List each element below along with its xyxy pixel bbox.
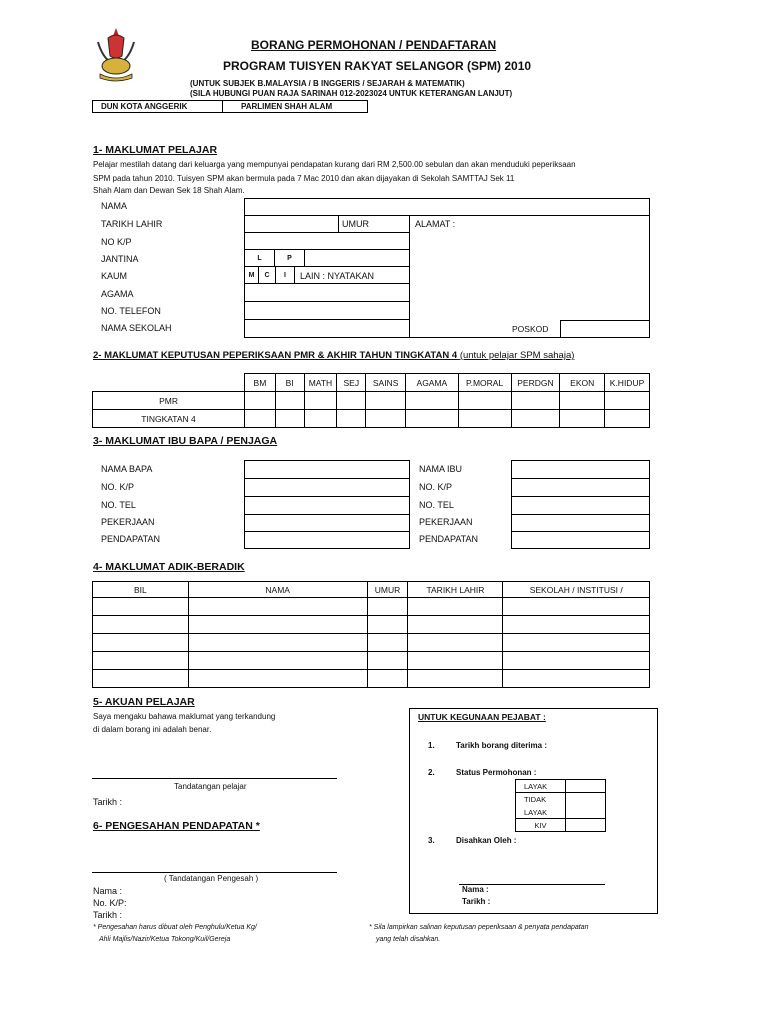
section-4-title: 4- MAKLUMAT ADIK-BERADIK [93, 561, 245, 573]
col-nama: NAMA [188, 582, 367, 598]
table-row [93, 392, 650, 410]
bapa-pendapatan-input[interactable] [244, 531, 410, 549]
section-3-title: 3- MAKLUMAT IBU BAPA / PENJAGA [93, 435, 278, 447]
label-kaum: KAUM [101, 271, 128, 281]
bapa-no-kp-input[interactable] [244, 478, 410, 497]
label-ibu-no-kp: NO. K/P [419, 482, 453, 492]
verifier-signature-label: ( Tandatangan Pengesah ) [164, 874, 259, 883]
row-label-pmr: PMR [93, 392, 245, 410]
status-layak-check[interactable] [565, 779, 606, 793]
bapa-pekerjaan-input[interactable] [244, 514, 410, 532]
office-use-title: UNTUK KEGUNAAN PEJABAT : [418, 712, 546, 722]
exam-results-table [92, 373, 650, 428]
table-row [93, 616, 650, 634]
poskod-label: POSKOD [512, 324, 549, 334]
status-kiv-check[interactable] [565, 818, 606, 832]
status-tidak-layak-check[interactable] [565, 792, 606, 819]
form-title: BORANG PERMOHONAN / PENDAFTARAN [251, 38, 497, 52]
label-bapa-no-kp: NO. K/P [101, 482, 135, 492]
label-bapa-pekerjaan: PEKERJAAN [101, 517, 155, 527]
label-ibu-pekerjaan: PEKERJAAN [419, 517, 473, 527]
kaum-lain-label: LAIN : NYATAKAN [300, 271, 375, 281]
section-5-title: 5- AKUAN PELAJAR [93, 696, 195, 708]
selangor-crest-logo [88, 26, 144, 84]
label-bapa-no-tel: NO. TEL [101, 500, 136, 510]
nama-sekolah-input[interactable] [244, 319, 410, 338]
nama-bapa-input[interactable] [244, 460, 410, 479]
subject-header: P.MORAL [458, 374, 511, 392]
jantina-extra-box [304, 249, 410, 267]
office-item-1-number: 1. [428, 741, 435, 750]
office-tarikh-label: Tarikh : [462, 897, 491, 906]
ibu-no-kp-input[interactable] [511, 478, 650, 497]
nama-input[interactable] [244, 198, 650, 216]
label-bapa-pendapatan: PENDAPATAN [101, 534, 161, 544]
dun-box: DUN KOTA ANGGERIK [92, 100, 223, 113]
status-kiv[interactable]: KIV [515, 818, 566, 832]
section-2-title: 2- MAKLUMAT KEPUTUSAN PEPERIKSAAN PMR & AKHIR TAHUN TINGKATAN 4 (untuk pelajar SPM sahaja) [93, 350, 575, 361]
tarikh-lahir-input[interactable] [244, 215, 339, 233]
table-row [93, 634, 650, 652]
no-telefon-input[interactable] [244, 301, 410, 320]
subject-header: MATH [304, 374, 337, 392]
akuan-text-2: di dalam borang ini adalah benar. [93, 725, 212, 734]
ibu-pendapatan-input[interactable] [511, 531, 650, 549]
label-ibu-no-tel: NO. TEL [419, 500, 454, 510]
subject-header: PERDGN [511, 374, 560, 392]
subject-header: K.HIDUP [605, 374, 650, 392]
verifier-note-2: Ahli Majlis/Nazir/Ketua Tokong/Kuil/Gereja [99, 936, 231, 943]
jantina-l-box[interactable]: L [244, 249, 275, 267]
student-date-label: Tarikh : [93, 797, 123, 807]
nama-ibu-input[interactable] [511, 460, 650, 479]
col-umur: UMUR [367, 582, 408, 598]
kaum-i-box[interactable]: I [275, 266, 295, 284]
footnote-1: * Sila lampirkan salinan keputusan peperiksaan & penyata pendapatan [369, 924, 589, 931]
label-agama: AGAMA [101, 289, 134, 299]
bapa-no-tel-input[interactable] [244, 496, 410, 515]
label-nama-ibu: NAMA IBU [419, 464, 463, 474]
verifier-nokp-label: No. K/P: [93, 898, 127, 908]
section-1-intro-3: Shah Alam dan Dewan Sek 18 Shah Alam. [93, 186, 245, 195]
siblings-table [92, 581, 650, 688]
poskod-input[interactable] [560, 320, 650, 338]
table-row [93, 652, 650, 670]
office-nama-label: Nama : [462, 885, 489, 894]
subject-header: BI [275, 374, 304, 392]
subject-header: SEJ [337, 374, 366, 392]
section-1-title: 1- MAKLUMAT PELAJAR [93, 144, 218, 156]
label-tarikh-lahir: TARIKH LAHIR [101, 219, 163, 229]
ibu-no-tel-input[interactable] [511, 496, 650, 515]
office-item-2: Status Permohonan : [456, 768, 537, 777]
kaum-m-box[interactable]: M [244, 266, 259, 284]
section-1-intro-2: SPM pada tahun 2010. Tuisyen SPM akan bermula pada 7 Mac 2010 dan akan dijayakan di Sekolah SAMTTAJ Sek 11 [93, 174, 515, 183]
jantina-p-box[interactable]: P [274, 249, 305, 267]
office-item-3: Disahkan Oleh : [456, 836, 517, 845]
subject-header: EKON [560, 374, 605, 392]
agama-input[interactable] [244, 283, 410, 302]
contact-note: (SILA HUBUNGI PUAN RAJA SARINAH 012-2023024 UNTUK KETERANGAN LANJUT) [190, 89, 513, 98]
program-title: PROGRAM TUISYEN RAKYAT SELANGOR (SPM) 2010 [223, 59, 532, 73]
ibu-pekerjaan-input[interactable] [511, 514, 650, 532]
student-signature-label: Tandatangan pelajar [174, 782, 247, 791]
label-nama-sekolah: NAMA SEKOLAH [101, 323, 172, 333]
col-sekolah: SEKOLAH / INSTITUSI / [503, 582, 650, 598]
verifier-signature-line[interactable] [92, 872, 337, 873]
label-no-telefon: NO. TELEFON [101, 306, 161, 316]
section-1-intro-1: Pelajar mestilah datang dari keluarga yang mempunyai pendapatan kurang dari RM 2,500.00 sebulan dan akan menduduki peperiksaan [93, 160, 576, 169]
subject-header: BM [245, 374, 276, 392]
col-bil: BIL [93, 582, 189, 598]
label-jantina: JANTINA [101, 254, 139, 264]
table-row [93, 670, 650, 688]
verifier-nama-label: Nama : [93, 886, 123, 896]
row-label-tingkatan-4: TINGKATAN 4 [93, 410, 245, 428]
status-layak[interactable]: LAYAK [515, 779, 566, 793]
status-tidak-layak[interactable]: TIDAK LAYAK [515, 792, 566, 819]
label-nama-bapa: NAMA BAPA [101, 464, 153, 474]
col-tarikh-lahir: TARIKH LAHIR [408, 582, 503, 598]
label-no-kp: NO K/P [101, 237, 132, 247]
label-ibu-pendapatan: PENDAPATAN [419, 534, 479, 544]
alamat-label: ALAMAT : [415, 219, 456, 229]
akuan-text-1: Saya mengaku bahawa maklumat yang terkandung [93, 712, 276, 721]
subject-header: SAINS [366, 374, 406, 392]
label-nama: NAMA [101, 201, 128, 211]
office-item-1: Tarikh borang diterima : [456, 741, 547, 750]
kaum-c-box[interactable]: C [258, 266, 276, 284]
subject-header: AGAMA [406, 374, 459, 392]
table-row [93, 598, 650, 616]
verifier-note-1: * Pengesahan harus dibuat oleh Penghulu/Ketua Kg/ [93, 924, 257, 931]
footnote-2: yang telah disahkan. [376, 936, 441, 943]
table-row [93, 410, 650, 428]
section-6-title: 6- PENGESAHAN PENDAPATAN * [93, 820, 260, 832]
parlimen-box: PARLIMEN SHAH ALAM [222, 100, 368, 113]
office-item-2-number: 2. [428, 768, 435, 777]
umur-label: UMUR [342, 219, 369, 229]
office-item-3-number: 3. [428, 836, 435, 845]
subject-note: (UNTUK SUBJEK B.MALAYSIA / B INGGERIS / SEJARAH & MATEMATIK) [190, 79, 465, 88]
no-kp-input[interactable] [244, 232, 410, 250]
student-signature-line[interactable] [92, 778, 337, 779]
verifier-tarikh-label: Tarikh : [93, 910, 123, 920]
